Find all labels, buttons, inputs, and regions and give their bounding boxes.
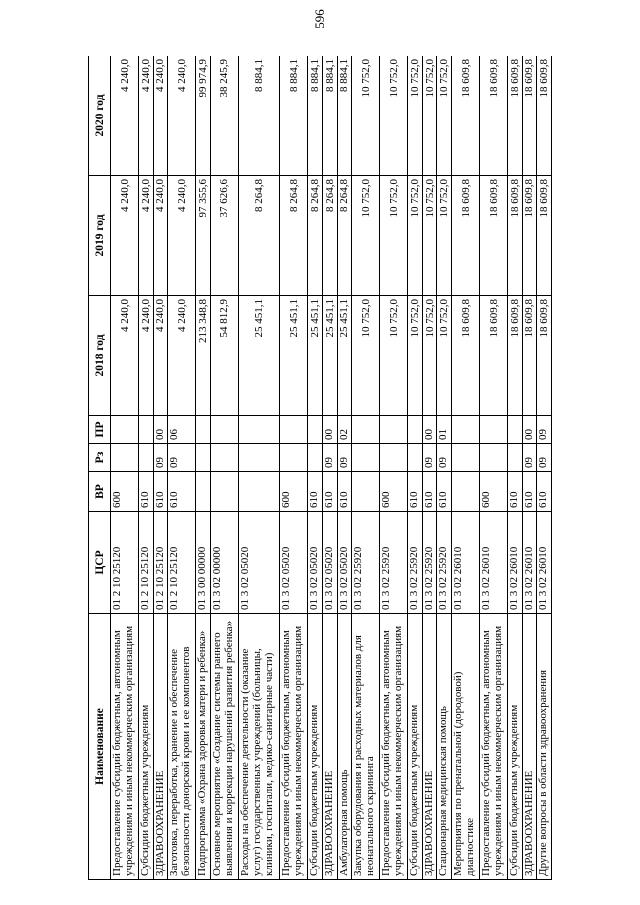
cell-name: Предоставление субсидий бюджетным, автономным учреждениям и иным некоммерческим организациям [280, 614, 308, 880]
cell-y2018: 18 609,8 [522, 296, 537, 416]
cell-y2018: 25 451,1 [337, 296, 352, 416]
cell-y2018: 10 752,0 [380, 296, 408, 416]
cell-y2020: 18 609,8 [480, 56, 508, 176]
cell-rz: 09 [153, 444, 168, 472]
cell-pr [508, 416, 523, 444]
cell-vr: 610 [437, 472, 452, 512]
budget-table [88, 56, 552, 880]
cell-y2020: 8 884,1 [323, 56, 338, 176]
cell-rz: 09 [437, 444, 452, 472]
cell-name: Подпрограмма «Охрана здоровья матери и ребенка» [196, 614, 211, 880]
cell-y2020: 4 240,0 [111, 56, 139, 176]
header-name: Наименование [89, 614, 111, 880]
cell-rz [210, 444, 238, 472]
rotated-page [88, 56, 552, 880]
table-row [452, 56, 480, 880]
cell-y2019: 18 609,8 [508, 176, 523, 296]
cell-rz: 09 [337, 444, 352, 472]
cell-rz: 09 [522, 444, 537, 472]
cell-csr: 01 3 02 25920 [408, 512, 423, 614]
cell-y2018: 25 451,1 [280, 296, 308, 416]
cell-y2020: 8 884,1 [238, 56, 280, 176]
cell-vr: 610 [308, 472, 323, 512]
cell-name: Стационарная медицинская помощь [437, 614, 452, 880]
cell-y2019: 10 752,0 [380, 176, 408, 296]
cell-y2019: 10 752,0 [422, 176, 437, 296]
cell-csr: 01 3 02 25920 [422, 512, 437, 614]
cell-rz [238, 444, 280, 472]
cell-rz: 09 [537, 444, 552, 472]
table-row [139, 56, 154, 880]
cell-y2018: 54 812,9 [210, 296, 238, 416]
cell-csr: 01 3 02 05020 [308, 512, 323, 614]
cell-csr: 01 3 02 26010 [452, 512, 480, 614]
header-2018: 2018 год [89, 296, 111, 416]
cell-y2018: 18 609,8 [480, 296, 508, 416]
cell-name: Субсидии бюджетным учреждениям [139, 614, 154, 880]
cell-pr [196, 416, 211, 444]
cell-vr [352, 472, 380, 512]
cell-vr: 600 [380, 472, 408, 512]
cell-y2020: 10 752,0 [437, 56, 452, 176]
cell-vr: 610 [537, 472, 552, 512]
header-rz: Рз [89, 444, 111, 472]
cell-y2020: 99 974,9 [196, 56, 211, 176]
cell-name: Расходы на обеспечение деятельности (оказание услуг) государственных учреждений (больницы, клиники, госпитали, медико-санитарные части) [238, 614, 280, 880]
cell-y2018: 18 609,8 [508, 296, 523, 416]
cell-y2018: 4 240,0 [111, 296, 139, 416]
table-row [480, 56, 508, 880]
cell-pr [380, 416, 408, 444]
cell-y2018: 10 752,0 [422, 296, 437, 416]
table-row [280, 56, 308, 880]
header-pr: ПР [89, 416, 111, 444]
table-row [508, 56, 523, 880]
cell-rz [139, 444, 154, 472]
cell-name: Амбулаторная помощь [337, 614, 352, 880]
page-number-text: 596 [312, 9, 327, 29]
cell-y2019: 18 609,8 [452, 176, 480, 296]
cell-pr [480, 416, 508, 444]
cell-y2020: 18 609,8 [522, 56, 537, 176]
cell-name: Субсидии бюджетным учреждениям [408, 614, 423, 880]
cell-rz [508, 444, 523, 472]
cell-vr: 600 [111, 472, 139, 512]
cell-vr: 610 [408, 472, 423, 512]
cell-y2018: 4 240,0 [153, 296, 168, 416]
cell-pr [308, 416, 323, 444]
cell-vr [452, 472, 480, 512]
header-csr: ЦСР [89, 512, 111, 614]
cell-y2018: 25 451,1 [323, 296, 338, 416]
cell-pr: 06 [168, 416, 196, 444]
cell-y2019: 4 240,0 [139, 176, 154, 296]
cell-y2019: 18 609,8 [522, 176, 537, 296]
cell-y2018: 10 752,0 [408, 296, 423, 416]
table-row [437, 56, 452, 880]
cell-y2018: 4 240,0 [168, 296, 196, 416]
table-row [522, 56, 537, 880]
cell-name: Мероприятия по пренатальной (дородовой) диагностике [452, 614, 480, 880]
budget-table-wrapper [88, 56, 552, 880]
cell-rz [408, 444, 423, 472]
cell-csr: 01 3 02 26010 [522, 512, 537, 614]
cell-y2019: 8 264,8 [280, 176, 308, 296]
cell-name: Основное мероприятие «Создание системы раннего выявления и коррекции нарушений развития ребенка» [210, 614, 238, 880]
cell-y2019: 4 240,0 [168, 176, 196, 296]
cell-vr: 610 [168, 472, 196, 512]
cell-csr: 01 2 10 25120 [168, 512, 196, 614]
cell-csr: 01 3 00 00000 [196, 512, 211, 614]
cell-rz [380, 444, 408, 472]
cell-y2019: 8 264,8 [308, 176, 323, 296]
cell-pr [139, 416, 154, 444]
cell-y2019: 4 240,0 [153, 176, 168, 296]
cell-rz [308, 444, 323, 472]
table-row [408, 56, 423, 880]
cell-vr [196, 472, 211, 512]
cell-vr: 610 [139, 472, 154, 512]
cell-y2020: 8 884,1 [308, 56, 323, 176]
cell-name: Закупка оборудования и расходных материалов для неонатального скрининга [352, 614, 380, 880]
cell-vr: 600 [280, 472, 308, 512]
cell-csr: 01 2 10 25120 [139, 512, 154, 614]
cell-y2020: 38 245,9 [210, 56, 238, 176]
cell-csr: 01 3 02 05020 [337, 512, 352, 614]
table-row [111, 56, 139, 880]
cell-rz [280, 444, 308, 472]
cell-y2018: 18 609,8 [452, 296, 480, 416]
cell-csr: 01 3 02 25920 [352, 512, 380, 614]
cell-y2020: 18 609,8 [508, 56, 523, 176]
cell-csr: 01 3 02 25920 [437, 512, 452, 614]
cell-csr: 01 3 02 05020 [238, 512, 280, 614]
table-body [111, 56, 552, 880]
cell-y2019: 8 264,8 [238, 176, 280, 296]
cell-vr [210, 472, 238, 512]
header-vr: ВР [89, 472, 111, 512]
cell-y2020: 4 240,0 [139, 56, 154, 176]
cell-name: Предоставление субсидий бюджетным, автономным учреждениям и иным некоммерческим организациям [111, 614, 139, 880]
header-2020: 2020 год [89, 56, 111, 176]
cell-y2019: 8 264,8 [337, 176, 352, 296]
cell-rz [196, 444, 211, 472]
cell-y2018: 10 752,0 [437, 296, 452, 416]
cell-pr [210, 416, 238, 444]
cell-y2020: 4 240,0 [168, 56, 196, 176]
cell-name: ЗДРАВООХРАНЕНИЕ [323, 614, 338, 880]
cell-name: Субсидии бюджетным учреждениям [308, 614, 323, 880]
cell-name: Предоставление субсидий бюджетным, автономным учреждениям и иным некоммерческим организациям [380, 614, 408, 880]
cell-pr: 01 [437, 416, 452, 444]
cell-name: ЗДРАВООХРАНЕНИЕ [522, 614, 537, 880]
cell-vr: 610 [522, 472, 537, 512]
table-row [308, 56, 323, 880]
cell-name: Субсидии бюджетным учреждениям [508, 614, 523, 880]
cell-pr [280, 416, 308, 444]
cell-name: Заготовка, переработка, хранение и обеспечение безопасности донорской крови и ее компонентов [168, 614, 196, 880]
cell-y2019: 4 240,0 [111, 176, 139, 296]
cell-y2018: 25 451,1 [238, 296, 280, 416]
table-row [380, 56, 408, 880]
cell-csr: 01 3 02 26010 [537, 512, 552, 614]
cell-rz [111, 444, 139, 472]
cell-pr [111, 416, 139, 444]
cell-pr: 00 [522, 416, 537, 444]
cell-y2020: 18 609,8 [537, 56, 552, 176]
cell-y2020: 10 752,0 [352, 56, 380, 176]
cell-y2020: 8 884,1 [337, 56, 352, 176]
cell-y2020: 10 752,0 [408, 56, 423, 176]
cell-csr: 01 3 02 05020 [323, 512, 338, 614]
cell-pr: 00 [323, 416, 338, 444]
cell-csr: 01 3 02 26010 [480, 512, 508, 614]
cell-vr: 610 [337, 472, 352, 512]
cell-pr: 09 [537, 416, 552, 444]
cell-y2020: 18 609,8 [452, 56, 480, 176]
table-row [537, 56, 552, 880]
table-row [210, 56, 238, 880]
table-row [196, 56, 211, 880]
cell-vr [238, 472, 280, 512]
cell-csr: 01 2 10 25120 [111, 512, 139, 614]
cell-pr [352, 416, 380, 444]
cell-vr: 610 [422, 472, 437, 512]
cell-y2020: 4 240,0 [153, 56, 168, 176]
cell-y2018: 213 348,8 [196, 296, 211, 416]
cell-y2019: 18 609,8 [537, 176, 552, 296]
cell-y2019: 97 355,6 [196, 176, 211, 296]
cell-y2019: 8 264,8 [323, 176, 338, 296]
cell-y2018: 10 752,0 [352, 296, 380, 416]
cell-csr: 01 3 02 25920 [380, 512, 408, 614]
cell-pr: 00 [153, 416, 168, 444]
header-2019: 2019 год [89, 176, 111, 296]
table-row [323, 56, 338, 880]
cell-vr: 610 [508, 472, 523, 512]
cell-vr: 610 [323, 472, 338, 512]
cell-rz [452, 444, 480, 472]
cell-name: Предоставление субсидий бюджетным, автономным учреждениям и иным некоммерческим организациям [480, 614, 508, 880]
cell-rz [480, 444, 508, 472]
cell-y2018: 18 609,8 [537, 296, 552, 416]
cell-rz [352, 444, 380, 472]
cell-csr: 01 3 02 26010 [508, 512, 523, 614]
cell-name: Другие вопросы в области здравоохранения [537, 614, 552, 880]
cell-name: ЗДРАВООХРАНЕНИЕ [153, 614, 168, 880]
table-row [337, 56, 352, 880]
cell-y2020: 8 884,1 [280, 56, 308, 176]
cell-y2018: 4 240,0 [139, 296, 154, 416]
table-header-row [89, 56, 111, 880]
cell-rz: 09 [422, 444, 437, 472]
cell-rz: 09 [323, 444, 338, 472]
cell-csr: 01 3 02 05020 [280, 512, 308, 614]
cell-vr: 600 [480, 472, 508, 512]
cell-pr: 00 [422, 416, 437, 444]
cell-y2019: 37 626,6 [210, 176, 238, 296]
cell-y2020: 10 752,0 [380, 56, 408, 176]
cell-csr: 01 2 10 25120 [153, 512, 168, 614]
table-row [352, 56, 380, 880]
table-row [153, 56, 168, 880]
cell-y2018: 25 451,1 [308, 296, 323, 416]
cell-pr [452, 416, 480, 444]
cell-csr: 01 3 02 00000 [210, 512, 238, 614]
cell-vr: 610 [153, 472, 168, 512]
cell-pr [408, 416, 423, 444]
cell-name: ЗДРАВООХРАНЕНИЕ [422, 614, 437, 880]
cell-y2020: 10 752,0 [422, 56, 437, 176]
table-row [168, 56, 196, 880]
table-row [238, 56, 280, 880]
page-number [0, 11, 640, 27]
cell-y2019: 18 609,8 [480, 176, 508, 296]
cell-pr: 02 [337, 416, 352, 444]
cell-rz: 09 [168, 444, 196, 472]
cell-pr [238, 416, 280, 444]
table-row [422, 56, 437, 880]
cell-y2019: 10 752,0 [408, 176, 423, 296]
cell-y2019: 10 752,0 [437, 176, 452, 296]
cell-y2019: 10 752,0 [352, 176, 380, 296]
